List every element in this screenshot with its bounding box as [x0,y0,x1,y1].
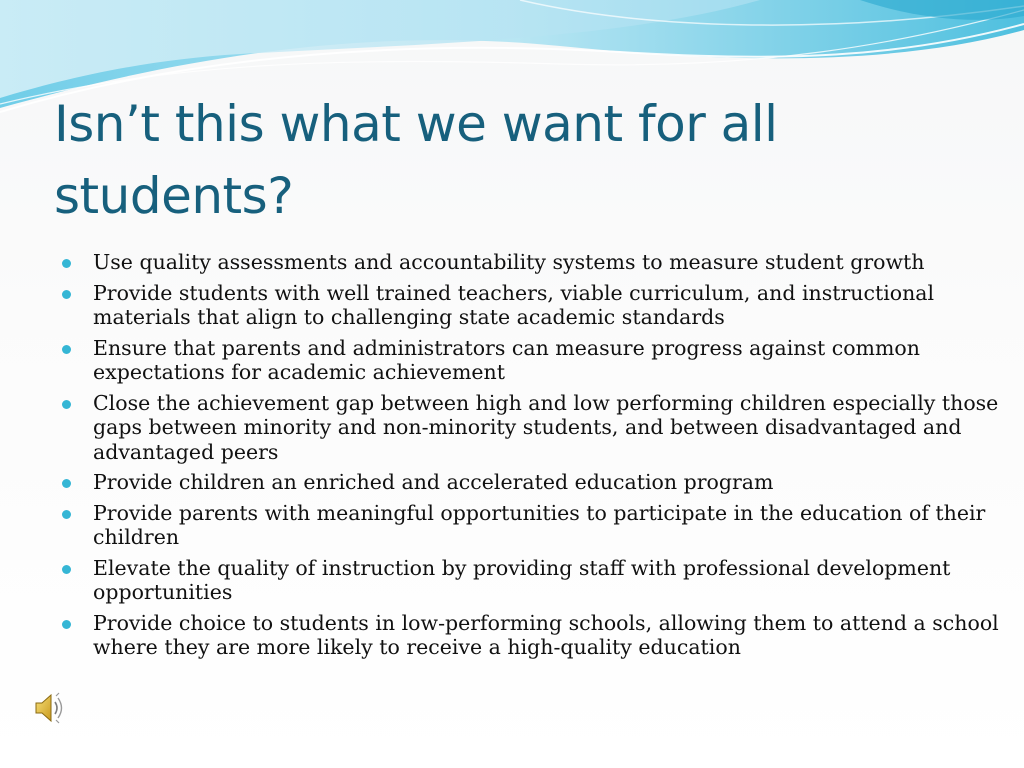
bullet-item [62,281,1002,330]
bullet-item [62,501,1002,550]
slide-title: Isn’t this what we want for all students? [54,95,778,225]
bullet-marker-icon [62,620,71,629]
bullet-marker-icon [62,259,71,268]
bullet-item [62,556,1002,605]
bullet-text: Provide choice to students in low-performing schools, allowing them to attend a school where they are more likely to receive a high-quality education [93,610,999,659]
bullet-marker-icon [62,479,71,488]
bullet-text: Provide children an enriched and accelerated education program [93,470,774,494]
bullet-item [62,391,1002,465]
bullet-item [62,250,1002,275]
bullet-item [62,336,1002,385]
bullet-marker-icon [62,565,71,574]
bullet-marker-icon [62,510,71,519]
bullet-text: Close the achievement gap between high and low performing children especially those gaps between minority and non-minority students, and between disadvantaged and advantaged peers [93,390,999,464]
bullet-marker-icon [62,345,71,354]
bullet-text: Provide students with well trained teachers, viable curriculum, and instructional materials that align to challenging state academic standards [93,280,935,329]
bullet-item [62,470,1002,495]
bullet-marker-icon [62,290,71,299]
bullet-text: Provide parents with meaningful opportunities to participate in the education of their children [93,500,986,549]
bullet-marker-icon [62,400,71,409]
bullet-list [62,250,1002,666]
speaker-icon[interactable] [32,690,68,726]
bullet-text: Elevate the quality of instruction by providing staff with professional development opportunities [93,555,951,604]
bullet-item [62,611,1002,660]
bullet-text: Use quality assessments and accountability systems to measure student growth [93,250,925,274]
bullet-text: Ensure that parents and administrators can measure progress against common expectations for academic achievement [93,335,920,384]
